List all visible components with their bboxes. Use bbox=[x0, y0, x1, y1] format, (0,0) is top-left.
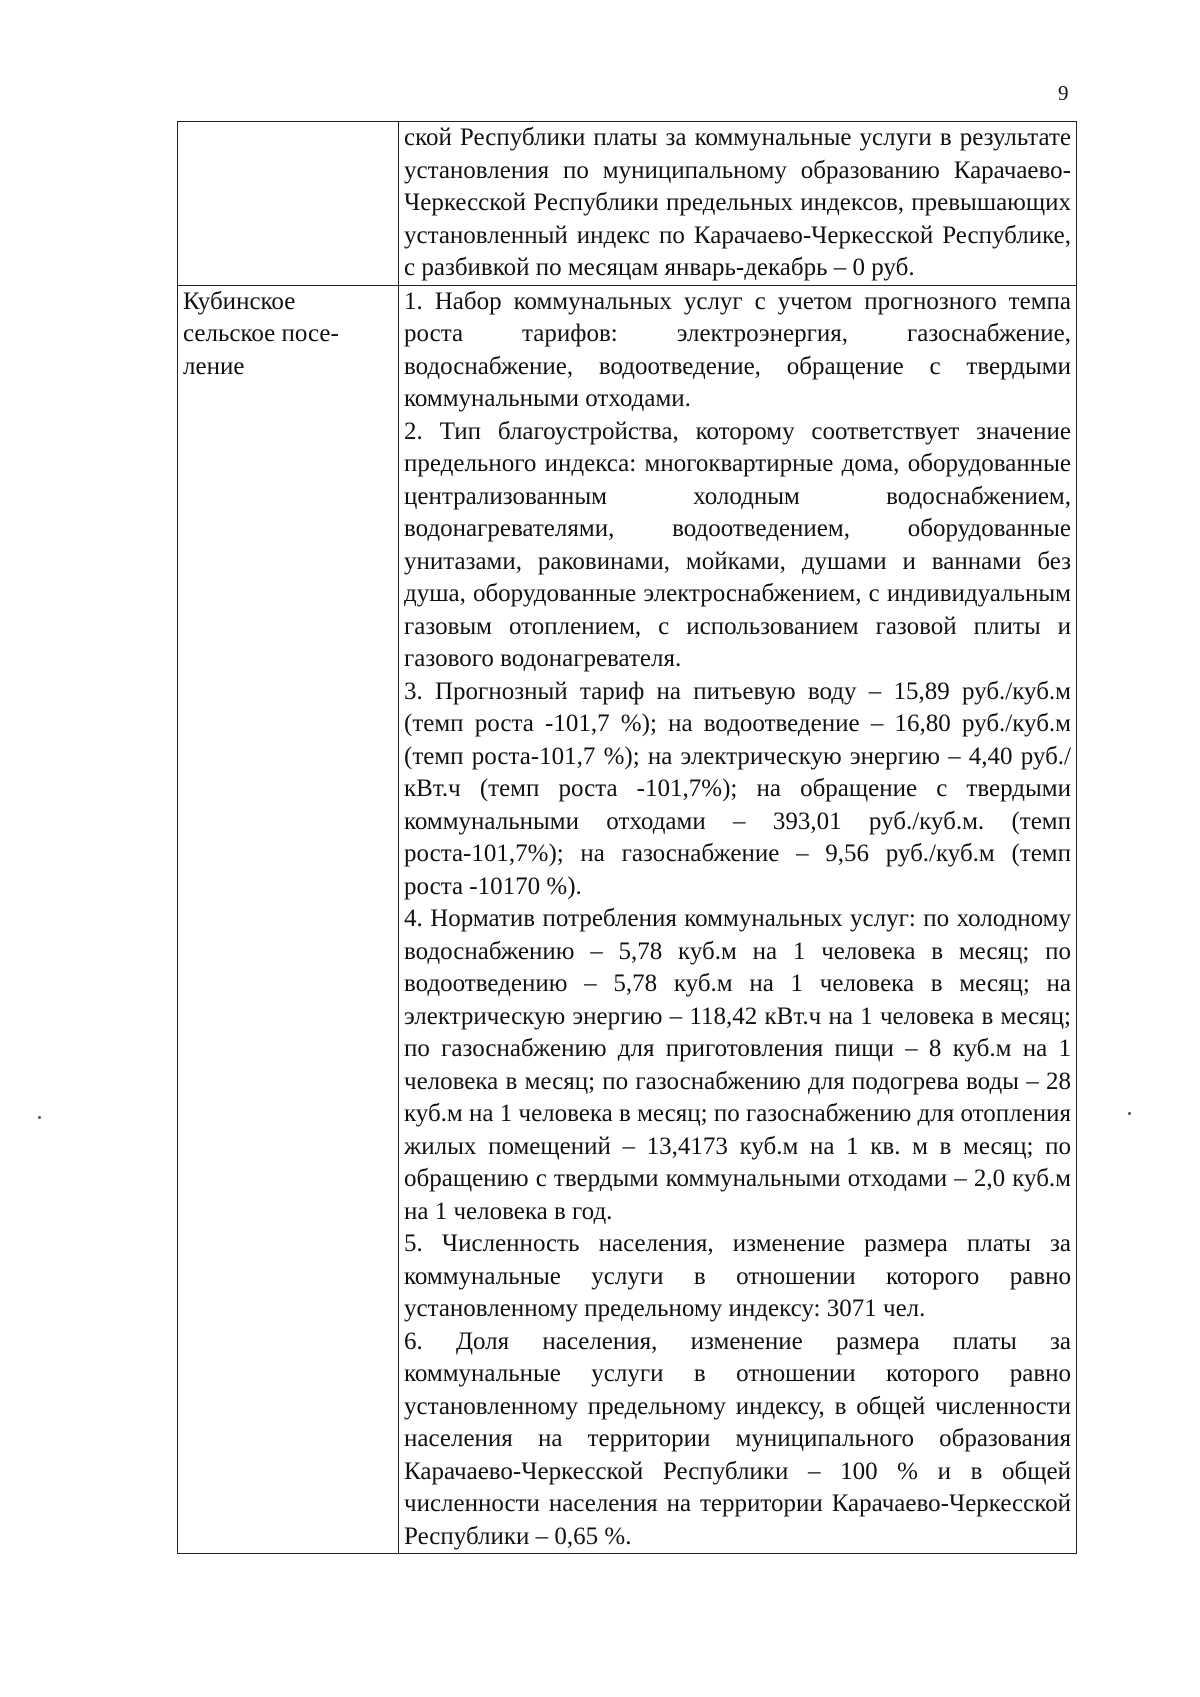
municipality-name-line: сельское посе- bbox=[183, 320, 339, 347]
municipality-cell bbox=[178, 285, 399, 1554]
table-row bbox=[178, 285, 1077, 1554]
item-paragraph: 3. Прогнозный тариф на питьевую воду – 15,89 руб./куб.м (темп роста -101,7 %); на водоотведение – 16,80 руб./куб.м (темп роста-101,7 %); на электрическую энергию – 4,40 руб./кВт.ч (темп роста -101,7%); на обращение с твердыми коммунальными отходами – 393,01 руб./куб.м. (темп роста-101,7%); на газоснабжение – 9,56 руб./куб.м (темп роста -10170 %). bbox=[404, 677, 1071, 900]
description-cell bbox=[399, 122, 1077, 286]
municipality-cell-empty bbox=[178, 122, 399, 286]
item-paragraph: 1. Набор коммунальных услуг с учетом прогнозного темпа роста тарифов: электроэнергия, газоснабжение, водоснабжение, водоотведение, обращение с твердыми коммунальными отходами. bbox=[404, 287, 1071, 412]
municipality-name-line: ление bbox=[183, 352, 245, 380]
item-paragraph: 5. Численность населения, изменение размера платы за коммунальные услуги в отношении которого равно установленному предельному индексу: 3071 чел. bbox=[404, 1230, 1071, 1322]
page-number: 9 bbox=[1058, 81, 1069, 105]
item-paragraph: 4. Норматив потребления коммунальных услуг: по холодному водоснабжению – 5,78 куб.м на 1 человека в месяц; по водоотведению – 5,78 куб.м на 1 человека в месяц; на электрическую энергию – 118,42 кВт.ч на 1 человека в месяц; по газоснабжению для приготовления пищи – 8 куб.м на 1 человека в месяц; по газоснабжению для подогрева воды – 28 куб.м на 1 человека в месяц; по газоснабжению для отопления жилых помещений – 13,4173 куб.м на 1 кв. м в месяц; по обращению с твердыми коммунальными отходами – 2,0 куб.м на 1 человека в год. bbox=[404, 905, 1071, 1225]
description-cell bbox=[399, 285, 1077, 1554]
item-paragraph: 2. Тип благоустройства, которому соответствует значение предельного индекса: многоквартирные дома, оборудованные централизованным холодным водоснабжением, водонагревателями, водоотведением, оборудованные унитазами, раковинами, мойками, душами и ваннами без душа, оборудованные электроснабжением, с индивидуальным газовым отоплением, с использованием газовой плиты и газового водонагревателя. bbox=[404, 417, 1071, 672]
data-table bbox=[177, 121, 1077, 1554]
table-row bbox=[178, 122, 1077, 286]
municipality-name-line: Кубинское bbox=[183, 287, 296, 315]
scan-speck bbox=[1128, 1112, 1131, 1115]
continued-paragraph: ской Республики платы за коммунальные услуги в результате установления по муниципальному образованию Карачаево-Черкесской Республики предельных индексов, превышающих установленный индекс по Карачаево-Черкесской Республике, с разбивкой по месяцам январь-декабрь – 0 руб. bbox=[404, 124, 1071, 281]
item-paragraph: 6. Доля населения, изменение размера платы за коммунальные услуги в отношении которого равно установленному предельному индексу, в общей численности населения на территории муниципального образования Карачаево-Черкесской Республики – 100 % и в общей численности населения на территории Карачаево-Черкесской Республики – 0,65 %. bbox=[404, 1327, 1071, 1550]
scan-speck bbox=[38, 1116, 41, 1119]
